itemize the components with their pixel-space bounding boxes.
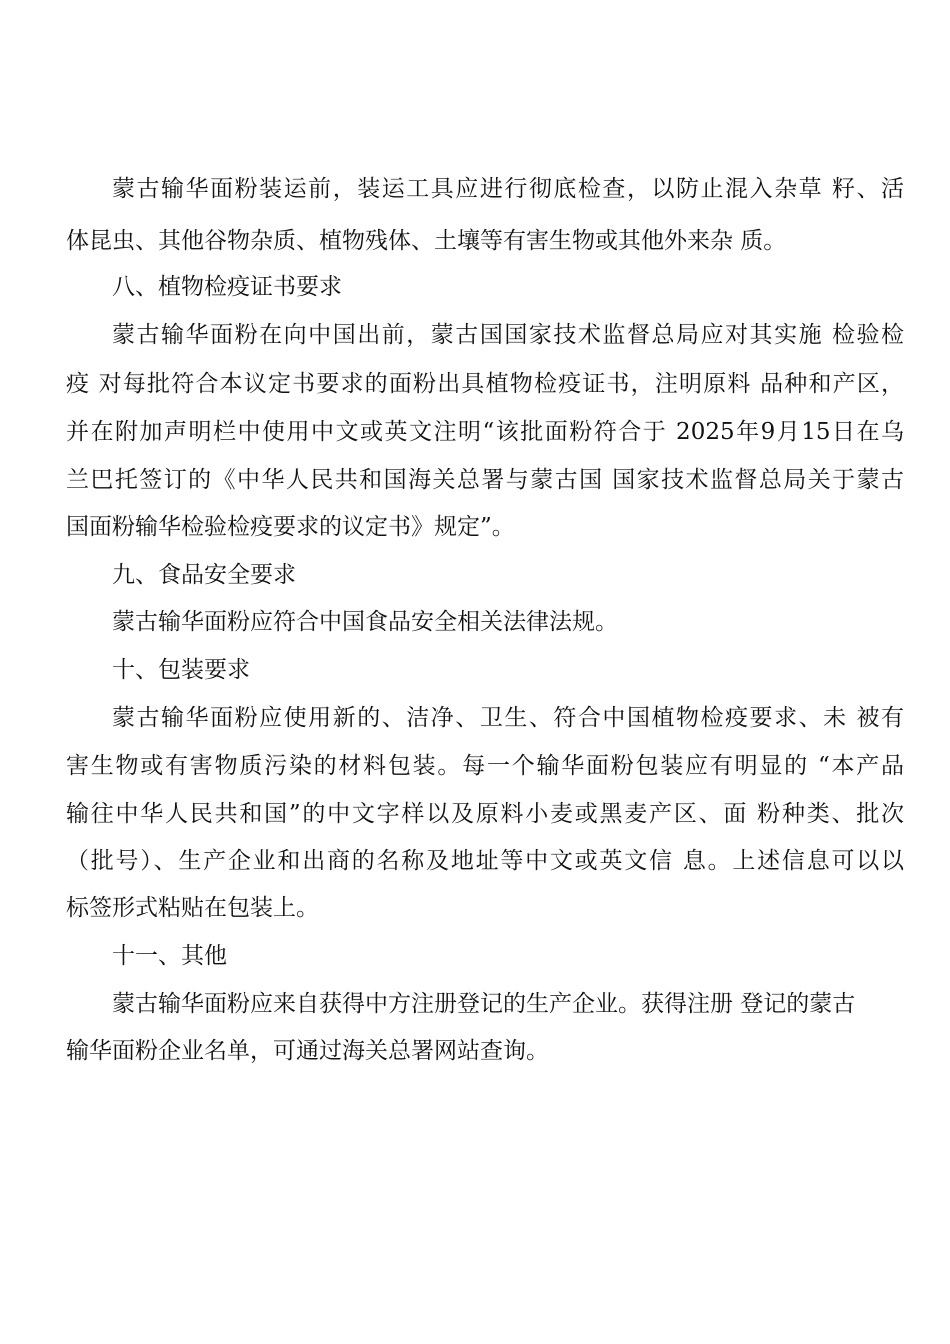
paragraph-certificate-line-1: 蒙古输华面粉在向中国出前，蒙古国国家技术监督总局应对其实施 检验检 xyxy=(112,322,904,348)
paragraph-certificate-line-5: 国面粉输华检验检疫要求的议定书》规定”。 xyxy=(66,514,515,540)
paragraph-packaging-line-1: 蒙古输华面粉应使用新的、洁净、卫生、符合中国植物检疫要求、未 被有 xyxy=(112,705,904,731)
heading-section-9: 九、食品安全要求 xyxy=(112,562,296,588)
paragraph-packaging-line-3: 输往中华人民共和国”的中文字样以及原料小麦或黑麦产区、面 粉种类、批次 xyxy=(66,801,904,827)
paragraph-certificate-line-4: 兰巴托签订的《中华人民共和国海关总署与蒙古国 国家技术监督总局关于蒙古 xyxy=(66,467,904,493)
heading-section-11: 十一、其他 xyxy=(112,943,227,969)
paragraph-food-safety: 蒙古输华面粉应符合中国食品安全相关法律法规。 xyxy=(112,609,618,635)
paragraph-transport-line-1: 蒙古输华面粉装运前，装运工具应进行彻底检查，以防止混入杂草 籽、活 xyxy=(112,176,904,202)
paragraph-transport-line-2: 体昆虫、其他谷物杂质、植物残体、土壤等有害生物或其他外来杂 质。 xyxy=(66,228,787,254)
paragraph-other-line-1: 蒙古输华面粉应来自获得中方注册登记的生产企业。获得注册 登记的蒙古 xyxy=(112,991,856,1017)
paragraph-certificate-line-2: 疫 对每批符合本议定书要求的面粉出具植物检疫证书，注明原料 品种和产区， xyxy=(66,371,904,397)
paragraph-certificate-line-3: 并在附加声明栏中使用中文或英文注明“该批面粉符合于 2025年9月15日在乌 xyxy=(66,419,904,445)
heading-section-10: 十、包装要求 xyxy=(112,657,250,683)
paragraph-packaging-line-5: 标签形式粘贴在包装上。 xyxy=(66,895,319,921)
heading-section-8: 八、植物检疫证书要求 xyxy=(112,274,342,300)
paragraph-other-line-2: 输华面粉企业名单，可通过海关总署网站查询。 xyxy=(66,1038,549,1064)
paragraph-packaging-line-4: （批号）、生产企业和出商的名称及地址等中文或英文信 息。上述信息可以以 xyxy=(66,848,904,874)
paragraph-packaging-line-2: 害生物或有害物质污染的材料包装。每一个输华面粉包装应有明显的 “本产品 xyxy=(66,753,904,779)
